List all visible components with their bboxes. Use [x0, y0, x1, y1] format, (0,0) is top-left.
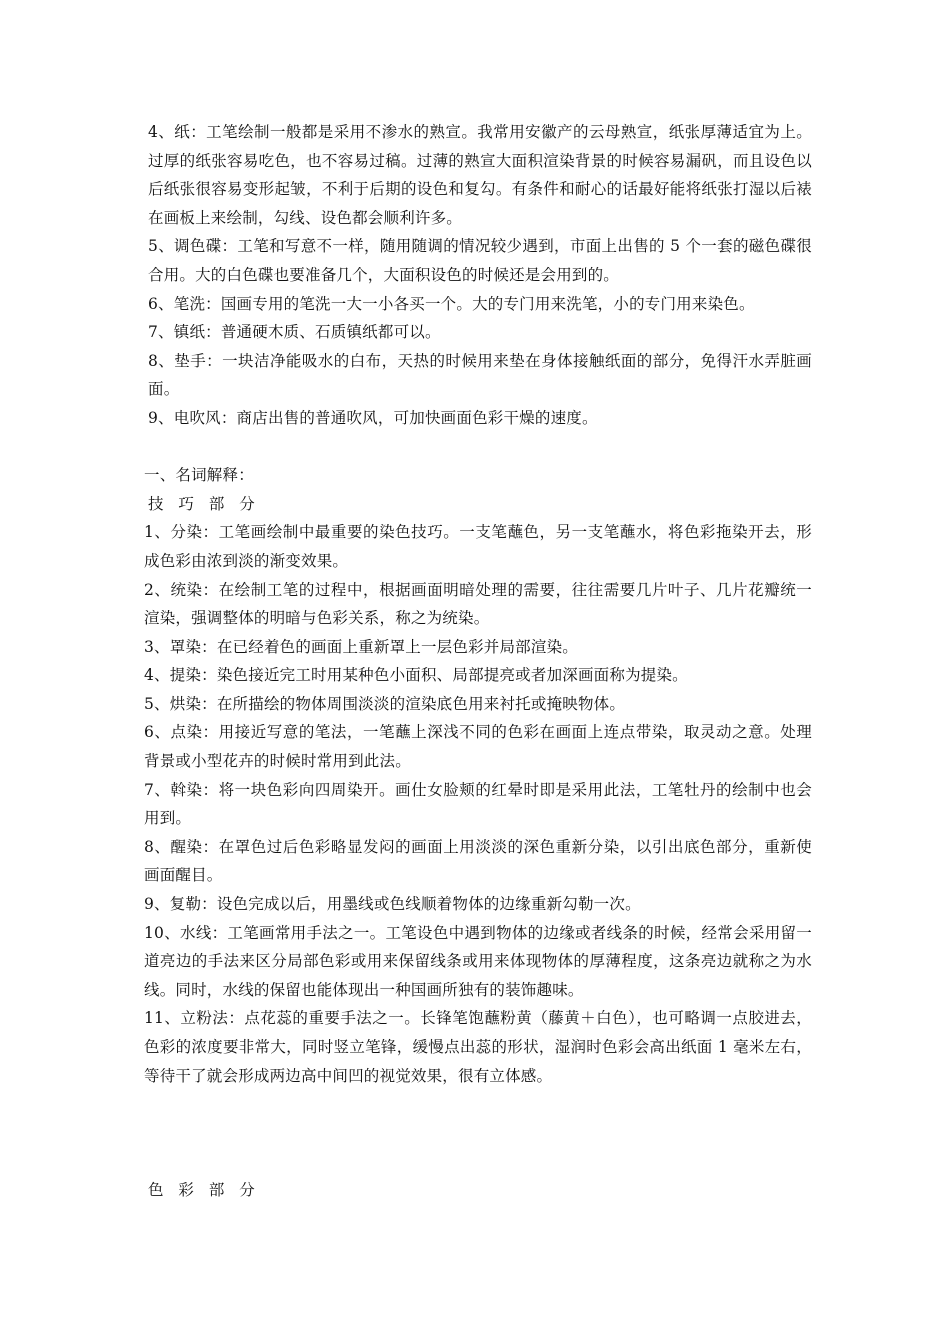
document-body — [144, 118, 812, 1090]
glossary-item-lifen: 11、立粉法：点花蕊的重要手法之一。长锋笔饱蘸粉黄（藤黄＋白色），也可略调一点胶进去，色彩的浓度要非常大，同时竖立笔锋，缓慢点出蕊的形状，湿润时色彩会高出纸面 1 毫米左右，等待干了就会形成两边高中间凹的视觉效果，很有立体感。 — [144, 1009, 812, 1085]
glossary-item-fule: 9、复勒：设色完成以后，用墨线或色线顺着物体的边缘重新勾勒一次。 — [144, 895, 641, 914]
paragraph-brush-washer: 6、笔洗：国画专用的笔洗一大一小各买一个。大的专门用来洗笔，小的专门用来染色。 — [148, 294, 755, 313]
paragraph-hair-dryer: 9、电吹风：商店出售的普通吹风，可加快画面色彩干燥的速度。 — [148, 408, 598, 427]
glossary-item-fenran: 1、分染：工笔画绘制中最重要的染色技巧。一支笔蘸色，另一支笔蘸水，将色彩拖染开去，形成色彩由浓到淡的渐变效果。 — [144, 523, 812, 570]
color-section-heading: 色 彩 部 分 — [148, 1181, 260, 1199]
paragraph-paper: 4、纸：工笔绘制一般都是采用不渗水的熟宣。我常用安徽产的云母熟宣，纸张厚薄适宜为上。过厚的纸张容易吃色，也不容易过稿。过薄的熟宣大面积渲染背景的时候容易漏矾，而且设色以后纸张很容易变形起皱，不利于后期的设色和复勾。有条件和耐心的话最好能将纸张打湿以后裱在画板上来绘制，勾线、设色都会顺利许多。 — [148, 123, 812, 227]
blank-line — [144, 433, 812, 462]
glossary-item-tiran: 4、提染：染色接近完工时用某种色小面积、局部提亮或者加深画面称为提染。 — [144, 666, 688, 685]
glossary-item-dianran: 6、点染：用接近写意的笔法，一笔蘸上深浅不同的色彩在画面上连点带染，取灵动之意。处理背景或小型花卉的时候时常用到此法。 — [144, 723, 812, 771]
glossary-item-shuixian: 10、水线：工笔画常用手法之一。工笔设色中遇到物体的边缘或者线条的时候，经常会采用留一道亮边的手法来区分局部色彩或用来保留线条或用来体现物体的厚薄程度，这条亮边就称之为水线。同时，水线的保留也能体现出一种国画所独有的装饰趣味。 — [144, 923, 812, 999]
glossary-item-tongran: 2、统染：在绘制工笔的过程中，根据画面明暗处理的需要，往往需要几片叶子、几片花瓣统一渲染，强调整体的明暗与色彩关系，称之为统染。 — [144, 580, 812, 628]
paragraph-palette: 5、调色碟：工笔和写意不一样，随用随调的情况较少遇到，市面上出售的 5 个一套的磁色碟很合用。大的白色碟也要准备几个，大面积设色的时候还是会用到的。 — [148, 237, 812, 284]
paragraph-paperweight: 7、镇纸：普通硬木质、石质镇纸都可以。 — [148, 323, 441, 342]
glossary-item-xingran: 8、醒染：在罩色过后色彩略显发闷的画面上用淡淡的深色重新分染，以引出底色部分，重新使画面醒目。 — [144, 837, 812, 885]
paragraph-hand-cloth: 8、垫手：一块洁净能吸水的白布，天热的时候用来垫在身体接触纸面的部分，免得汗水弄脏画面。 — [148, 351, 812, 399]
glossary-item-zhaoran: 3、罩染：在已经着色的画面上重新罩上一层色彩并局部渲染。 — [144, 637, 578, 656]
technique-section-heading: 技 巧 部 分 — [148, 494, 260, 513]
glossary-item-hongran: 5、烘染：在所描绘的物体周围淡淡的渲染底色用来衬托或掩映物体。 — [144, 694, 626, 713]
glossary-heading: 一、名词解释： — [144, 466, 254, 485]
glossary-item-woran: 7、斡染：将一块色彩向四周染开。画仕女脸颊的红晕时即是采用此法，工笔牡丹的绘制中也会用到。 — [144, 780, 812, 828]
